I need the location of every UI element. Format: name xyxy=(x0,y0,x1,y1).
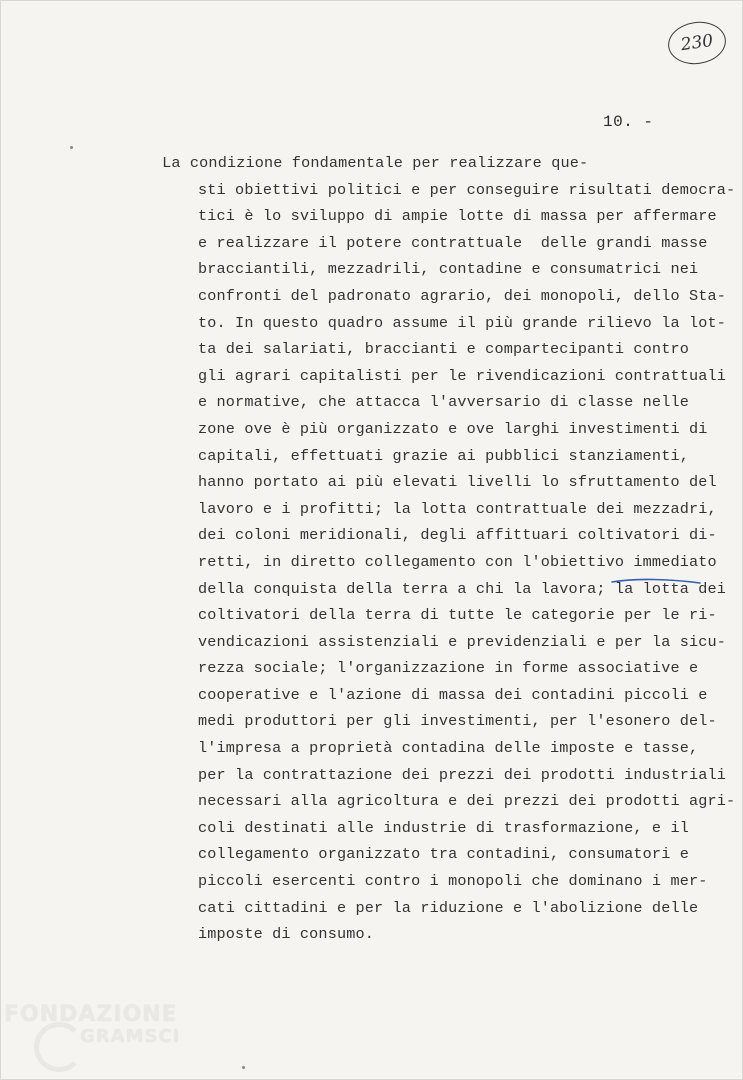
text-line: coltivatori della terra di tutte le categorie per le ri- xyxy=(198,606,717,625)
text-line: rezza sociale; l'organizzazione in forme associative e xyxy=(198,659,699,678)
page-number: 10. - xyxy=(603,113,654,131)
watermark-logo-icon xyxy=(34,1022,84,1072)
text-line: hanno portato ai più elevati livelli lo sfruttamento del xyxy=(198,473,717,492)
paper-speck xyxy=(70,146,73,149)
text-line: necessari alla agricoltura e dei prezzi dei prodotti agri- xyxy=(198,792,736,811)
body-text xyxy=(88,150,736,948)
text-line: l'impresa a proprietà contadina delle imposte e tasse, xyxy=(198,739,699,758)
text-line: sti obiettivi politici e per conseguire risultati democra- xyxy=(198,180,736,199)
text-line: La condizione fondamentale per realizzare que- xyxy=(88,154,589,172)
text-line: tici è lo sviluppo di ampie lotte di massa per affermare xyxy=(198,207,717,226)
text-line: collegamento organizzato tra contadini, consumatori e xyxy=(198,845,689,864)
text-line: bracciantili, mezzadrili, contadine e consumatrici nei xyxy=(198,260,699,279)
text-line: e realizzare il potere contrattuale delle grandi masse xyxy=(198,233,708,252)
text-line: medi produttori per gli investimenti, per l'esonero del- xyxy=(198,712,717,731)
text-line: zone ove è più organizzato e ove larghi investimenti di xyxy=(198,419,708,438)
text-line: retti, in diretto collegamento con l'obiettivo immediato xyxy=(198,552,717,571)
text-line: della conquista della terra a chi la lavora; la lotta dei xyxy=(198,579,727,598)
text-line: piccoli esercenti contro i monopoli che dominano i mer- xyxy=(198,872,708,891)
text-line: imposte di consumo. xyxy=(198,925,375,944)
watermark-line1: FONDAZIONE xyxy=(4,1002,178,1027)
text-line: cooperative e l'azione di massa dei contadini piccoli e xyxy=(198,685,708,704)
text-line: vendicazioni assistenziali e previdenziali e per la sicu- xyxy=(198,632,727,651)
text-line: e normative, che attacca l'avversario di classe nelle xyxy=(198,393,689,412)
text-line: gli agrari capitalisti per le rivendicazioni contrattuali xyxy=(198,366,727,385)
text-line: per la contrattazione dei prezzi dei prodotti industriali xyxy=(198,765,727,784)
watermark-line2: GRAMSCI xyxy=(80,1026,181,1047)
text-line: to. In questo quadro assume il più grande rilievo la lot- xyxy=(198,313,727,332)
text-line: capitali, effettuati grazie ai pubblici stanziamenti, xyxy=(198,446,689,465)
archive-watermark xyxy=(0,1000,200,1080)
paper-speck xyxy=(242,1066,245,1069)
text-line: lavoro e i profitti; la lotta contrattuale dei mezzadri, xyxy=(198,499,717,518)
text-line: cati cittadini e per la riduzione e l'abolizione delle xyxy=(198,898,699,917)
text-line: confronti del padronato agrario, dei monopoli, dello Sta- xyxy=(198,286,727,305)
text-line: ta dei salariati, braccianti e compartecipanti contro xyxy=(198,340,689,359)
archive-number-stamp: 230 xyxy=(665,18,728,68)
text-line: dei coloni meridionali, degli affittuari coltivatori di- xyxy=(198,526,717,545)
text-line: coli destinati alle industrie di trasformazione, e il xyxy=(198,818,689,837)
handwritten-underline xyxy=(610,577,702,585)
